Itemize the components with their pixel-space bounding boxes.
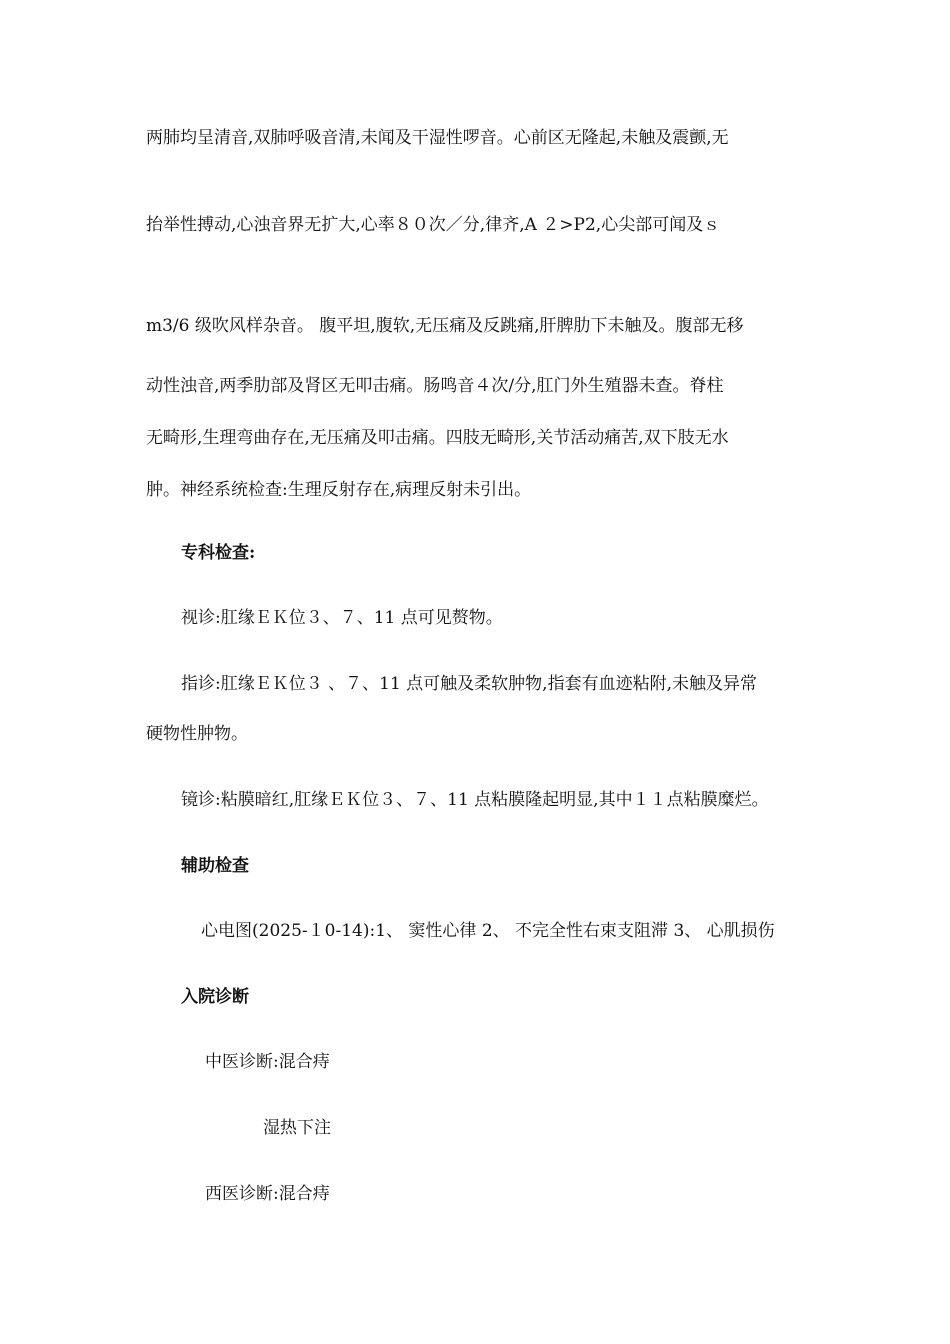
- physical-exam-line-3: m3/6 级吹风样杂音。 腹平坦,腹软,无压痛及反跳痛,肝脾肋下未触及。腹部无移: [146, 316, 744, 336]
- tcm-diagnosis: 中医诊断:混合痔: [205, 1052, 330, 1072]
- western-diagnosis: 西医诊断:混合痔: [205, 1184, 330, 1204]
- physical-exam-line-6: 肿。神经系统检查:生理反射存在,病理反射未引出。: [146, 480, 532, 500]
- physical-exam-line-1: 两肺均呈清音,双肺呼吸音清,未闻及干湿性啰音。心前区无隆起,未触及震颤,无: [146, 128, 729, 148]
- endoscopy-text: 镜诊:粘膜暗红,肛缘ＥＫ位３、７、11 点粘膜隆起明显,其中１１点粘膜糜烂。: [181, 790, 769, 810]
- palpation-text-line-2: 硬物性肿物。: [146, 724, 248, 744]
- palpation-text-line-1: 指诊:肛缘ＥＫ位３ 、７、11 点可触及柔软肿物,指套有血迹粘附,未触及异常: [181, 674, 757, 694]
- ecg-text: 心电图(2025-１0-14):1、 窦性心律 2、 不完全性右束支阻滞 3、 心肌损伤: [201, 921, 775, 941]
- physical-exam-line-4: 动性浊音,两季肋部及肾区无叩击痛。肠鸣音４次/分,肛门外生殖器未查。脊柱: [146, 376, 724, 396]
- physical-exam-line-2: 抬举性搏动,心浊音界无扩大,心率８０次／分,律齐,A ２>P2,心尖部可闻及ｓ: [146, 215, 721, 235]
- tcm-syndrome: 湿热下注: [263, 1118, 331, 1138]
- physical-exam-line-5: 无畸形,生理弯曲存在,无压痛及叩击痛。四肢无畸形,关节活动痛苦,双下肢无水: [146, 428, 729, 448]
- inspection-text: 视诊:肛缘ＥＫ位３、７、11 点可见赘物。: [181, 608, 503, 628]
- specialist-exam-heading: 专科检查:: [181, 543, 256, 563]
- auxiliary-exam-heading: 辅助检查: [181, 856, 249, 876]
- admission-diagnosis-heading: 入院诊断: [181, 987, 249, 1007]
